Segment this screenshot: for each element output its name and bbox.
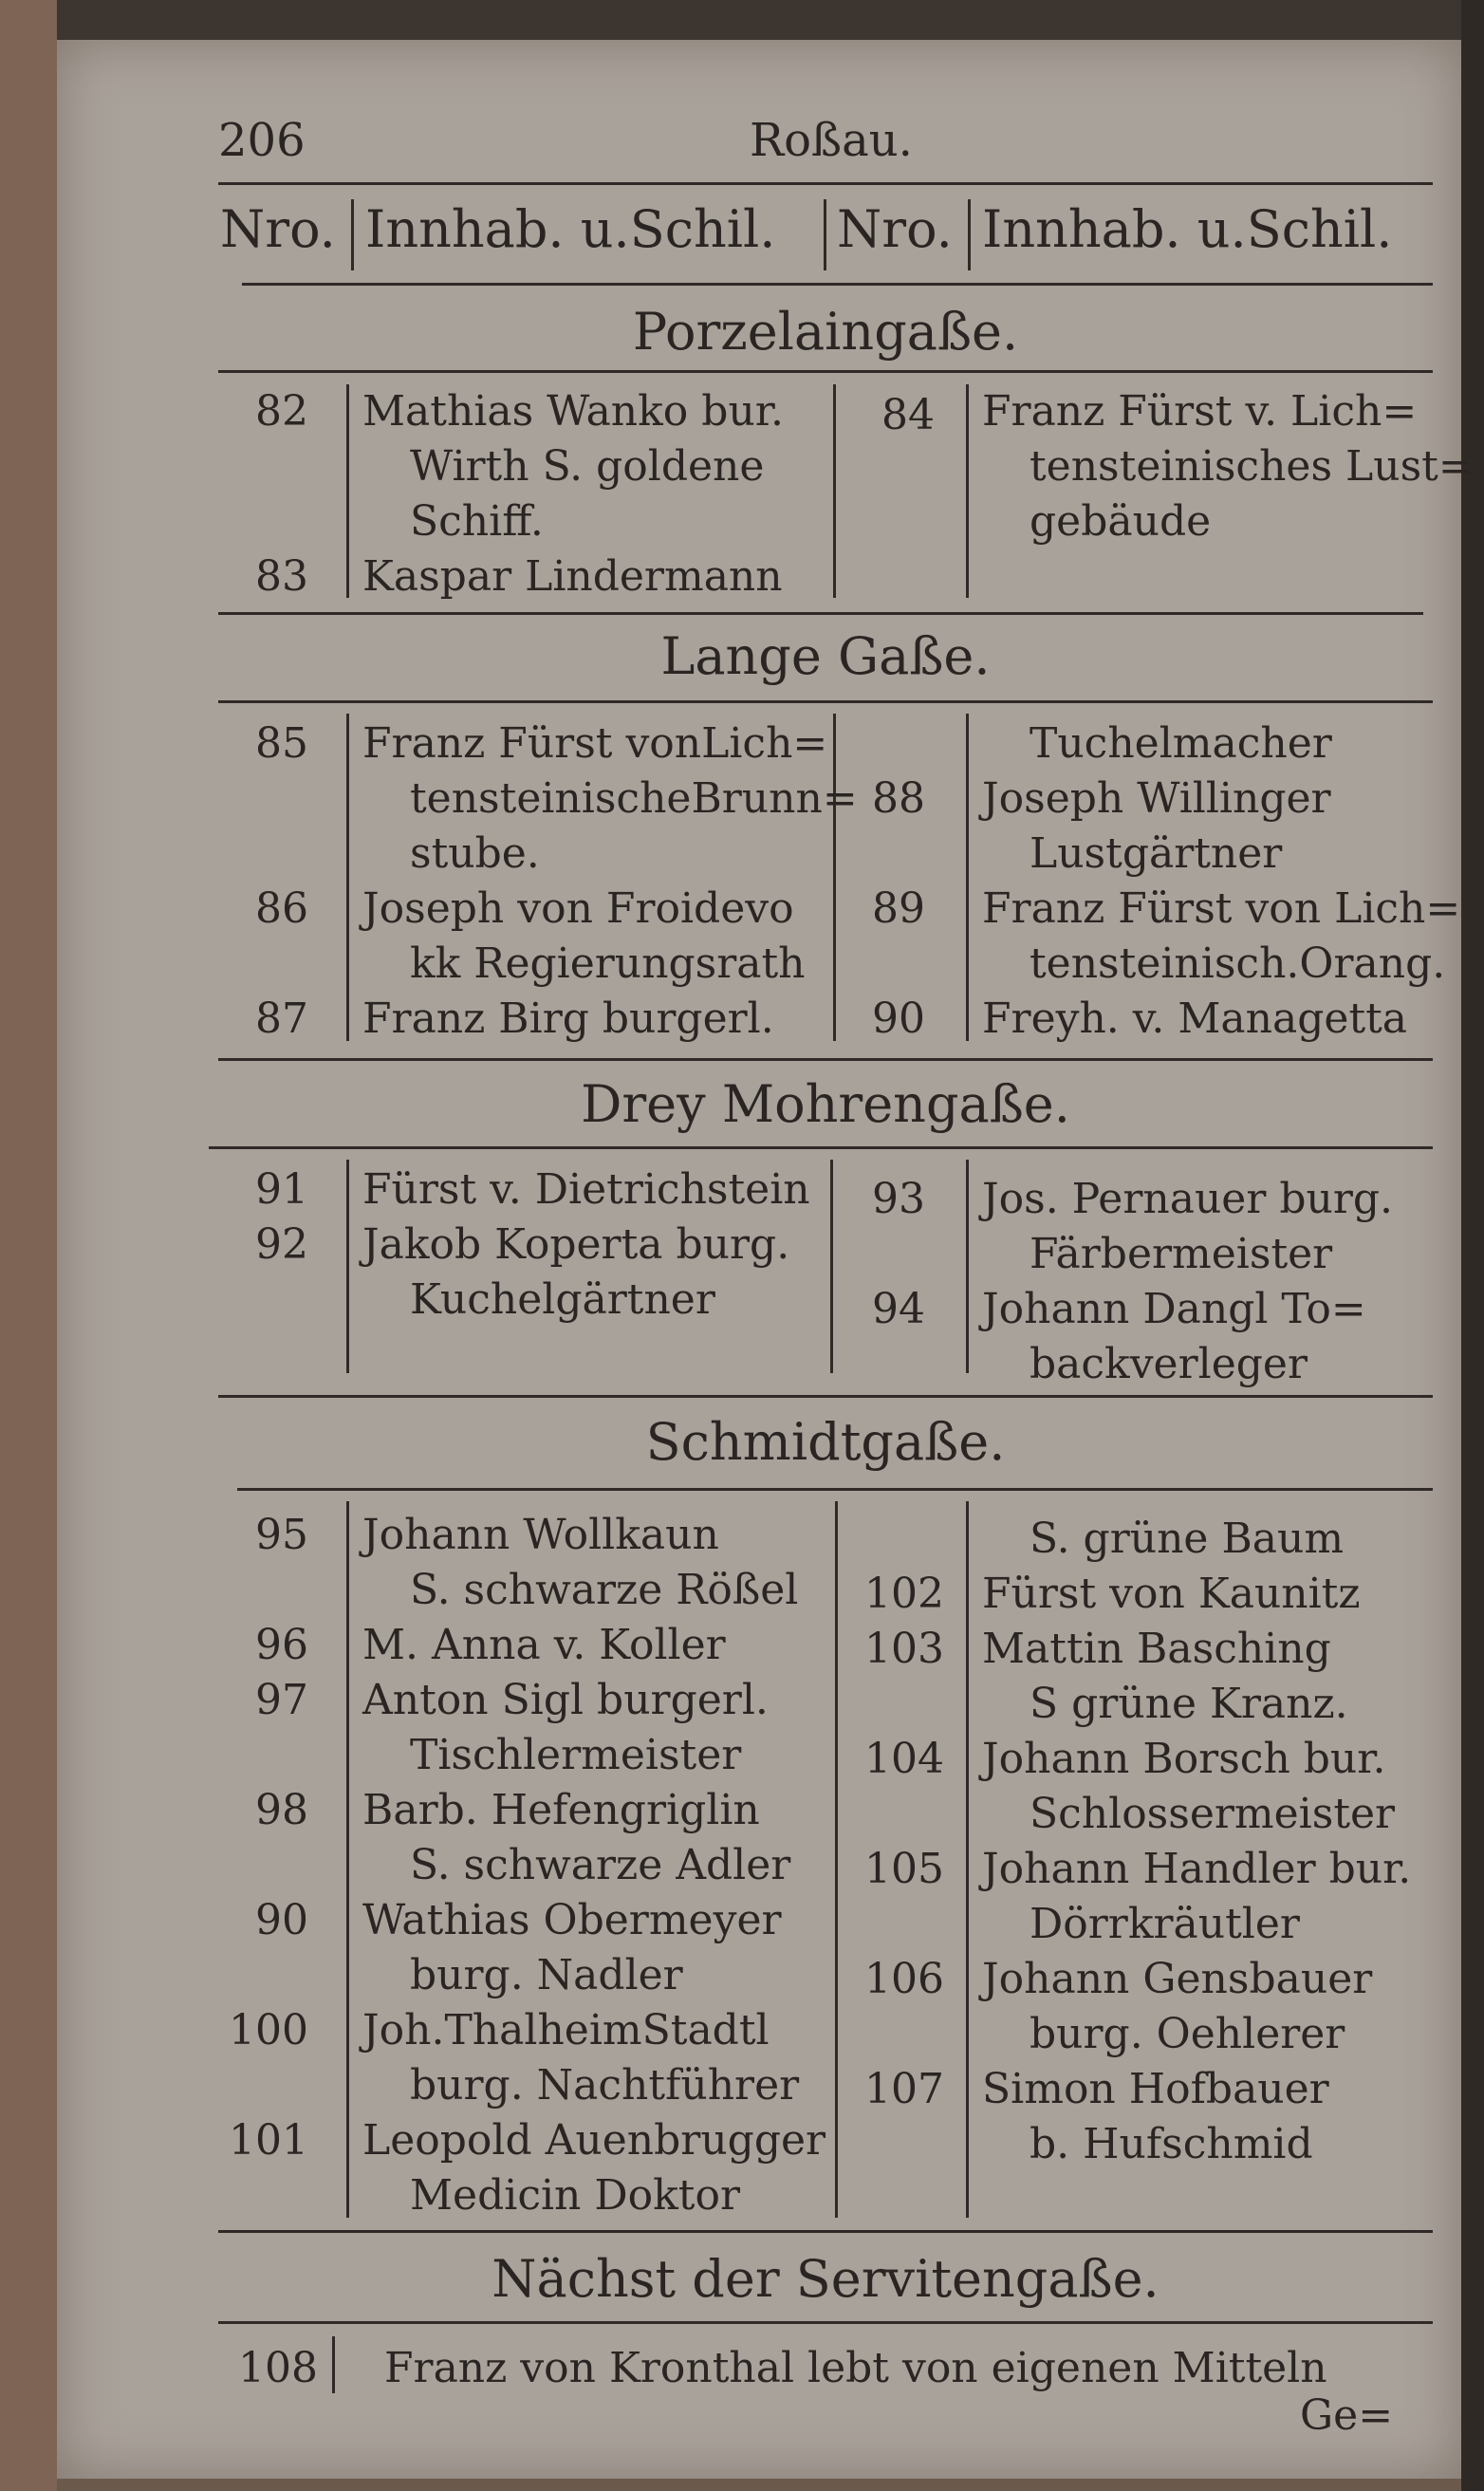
house-number: 101 [229,2116,308,2165]
owner-line: Tischlermeister [410,1731,742,1779]
owner-line: Fürst v. Dietrichstein [362,1165,810,1214]
owner-line: Franz Fürst vonLich= [362,719,828,768]
section-rule [218,2230,1433,2233]
owner-line: Lustgärtner [1030,829,1283,878]
col-divider [351,199,354,270]
owner-line: Joseph von Froidevo [362,884,794,933]
house-number: 92 [255,1220,308,1269]
owner-line: Freyh. v. Managetta [982,995,1408,1043]
col-header-owner: Innhab. u.Schil. [365,199,776,259]
owner-line: Franz Fürst v. Lich= [982,387,1418,436]
col-divider [346,1160,349,1373]
col-divider [346,1501,349,2218]
owner-line: Franz Birg burgerl. [362,995,774,1043]
col-header-nro-2: Nro. [837,199,953,259]
section-rule [218,700,1433,703]
section-rule [218,1058,1433,1061]
owner-line: S. schwarze Rößel [410,1566,799,1614]
house-number: 107 [864,2065,944,2113]
col-divider [968,199,971,270]
owner-line: S grüne Kranz. [1030,1680,1348,1728]
owner-line: Färbermeister [1030,1230,1333,1278]
owner-line: kk Regierungsrath [410,939,806,988]
house-number: 91 [255,1165,308,1214]
col-divider [966,1160,969,1373]
col-divider [835,1501,838,2218]
col-divider [966,384,969,598]
header-rule [218,182,1433,185]
house-number: 108 [238,2344,318,2392]
col-divider [332,2336,335,2393]
owner-line: tensteinisches Lust= [1030,442,1474,491]
owner-line: Barb. Hefengriglin [362,1786,760,1834]
owner-line: gebäude [1030,497,1212,546]
owner-line: Wathias Obermeyer [362,1896,782,1944]
owner-line: S. grüne Baum [1030,1515,1345,1563]
house-number: 104 [864,1735,944,1783]
col-divider [966,1501,969,2218]
owner-line: Jakob Koperta burg. [362,1220,790,1269]
house-number: 89 [872,884,925,933]
section-rule [242,283,1433,286]
house-number: 87 [255,995,308,1043]
house-number: 105 [864,1845,944,1893]
col-divider [346,384,349,598]
owner-line: burg. Nadler [410,1951,683,1999]
catchword: Ge= [1300,2391,1394,2440]
right-edge [1461,0,1484,2491]
owner-line: Mathias Wanko bur. [362,387,784,436]
page-header [218,114,1423,171]
col-divider [833,714,836,1041]
street-heading: Porzelaingaße. [632,302,1019,362]
house-number: 90 [255,1896,308,1944]
col-divider [824,199,826,270]
section-rule [218,612,1423,615]
owner-line: Joh.ThalheimStadtl [362,2006,770,2054]
owner-line: Jos. Pernauer burg. [982,1175,1394,1223]
house-number: 103 [864,1625,944,1673]
col-header-owner-2: Innhab. u.Schil. [982,199,1393,259]
owner-line: Wirth S. goldene [410,442,765,491]
owner-line: Anton Sigl burgerl. [362,1676,769,1724]
owner-line: Johann Borsch bur. [982,1735,1386,1783]
house-number: 88 [872,774,925,823]
col-divider [833,384,836,598]
house-number: 90 [872,995,925,1043]
owner-line: Johann Handler bur. [982,1845,1412,1893]
owner-line: Schlossermeister [1030,1790,1396,1838]
house-number: 95 [255,1511,308,1559]
house-number: 106 [864,1955,944,2003]
owner-line: b. Hufschmid [1030,2120,1313,2168]
section-rule [218,2321,1433,2324]
owner-line: Joseph Willinger [982,774,1331,823]
owner-line: Johann Wollkaun [362,1511,719,1559]
house-number: 97 [255,1676,308,1724]
owner-line: tensteinisch.Orang. [1030,939,1446,988]
owner-line: tensteinischeBrunn= [410,774,858,823]
owner-line: Kuchelgärtner [410,1275,715,1324]
owner-line: Leopold Auenbrugger [362,2116,826,2165]
top-edge [0,0,1484,40]
street-heading: Lange Gaße. [660,626,991,686]
owner-line: Fürst von Kaunitz [982,1570,1361,1618]
house-number: 84 [881,391,935,439]
street-heading: Nächst der Servitengaße. [492,2249,1159,2309]
section-rule [218,370,1433,373]
house-number: 100 [229,2006,308,2054]
owner-line: Schiff. [410,497,544,546]
owner-line: Medicin Doktor [410,2171,741,2220]
owner-line: Johann Dangl To= [982,1285,1366,1333]
house-number: 82 [255,387,308,436]
owner-line: Tuchelmacher [1030,719,1332,768]
house-number: 83 [255,552,308,601]
street-heading: Schmidtgaße. [645,1412,1006,1472]
owner-line: Franz von Kronthal lebt von eigenen Mitteln [384,2344,1327,2392]
house-number: 85 [255,719,308,768]
owner-line: M. Anna v. Koller [362,1621,726,1669]
owner-line: Simon Hofbauer [982,2065,1329,2113]
col-header-nro: Nro. [220,199,336,259]
col-divider [966,714,969,1041]
running-title: Roßau. [750,114,913,167]
owner-line: Mattin Basching [982,1625,1331,1673]
col-divider [346,714,349,1041]
owner-line: Johann Gensbauer [982,1955,1373,2003]
owner-line: stube. [410,829,540,878]
owner-line: Franz Fürst von Lich= [982,884,1461,933]
section-rule [209,1146,1433,1149]
section-rule [218,1395,1433,1398]
house-number: 94 [872,1285,925,1333]
owner-line: backverleger [1030,1340,1308,1388]
book-spine [0,0,57,2491]
owner-line: Kaspar Lindermann [362,552,783,601]
house-number: 96 [255,1621,308,1669]
house-number: 86 [255,884,308,933]
house-number: 93 [872,1175,925,1223]
owner-line: S. schwarze Adler [410,1841,791,1889]
page-number: 206 [218,114,306,167]
owner-line: burg. Nachtführer [410,2061,800,2110]
owner-line: burg. Oehlerer [1030,2010,1345,2058]
col-divider [830,1160,833,1373]
owner-line: Dörrkräutler [1030,1900,1300,1948]
house-number: 98 [255,1786,308,1834]
section-rule [237,1488,1433,1491]
house-number: 102 [864,1570,944,1618]
street-heading: Drey Mohrengaße. [581,1074,1070,1134]
